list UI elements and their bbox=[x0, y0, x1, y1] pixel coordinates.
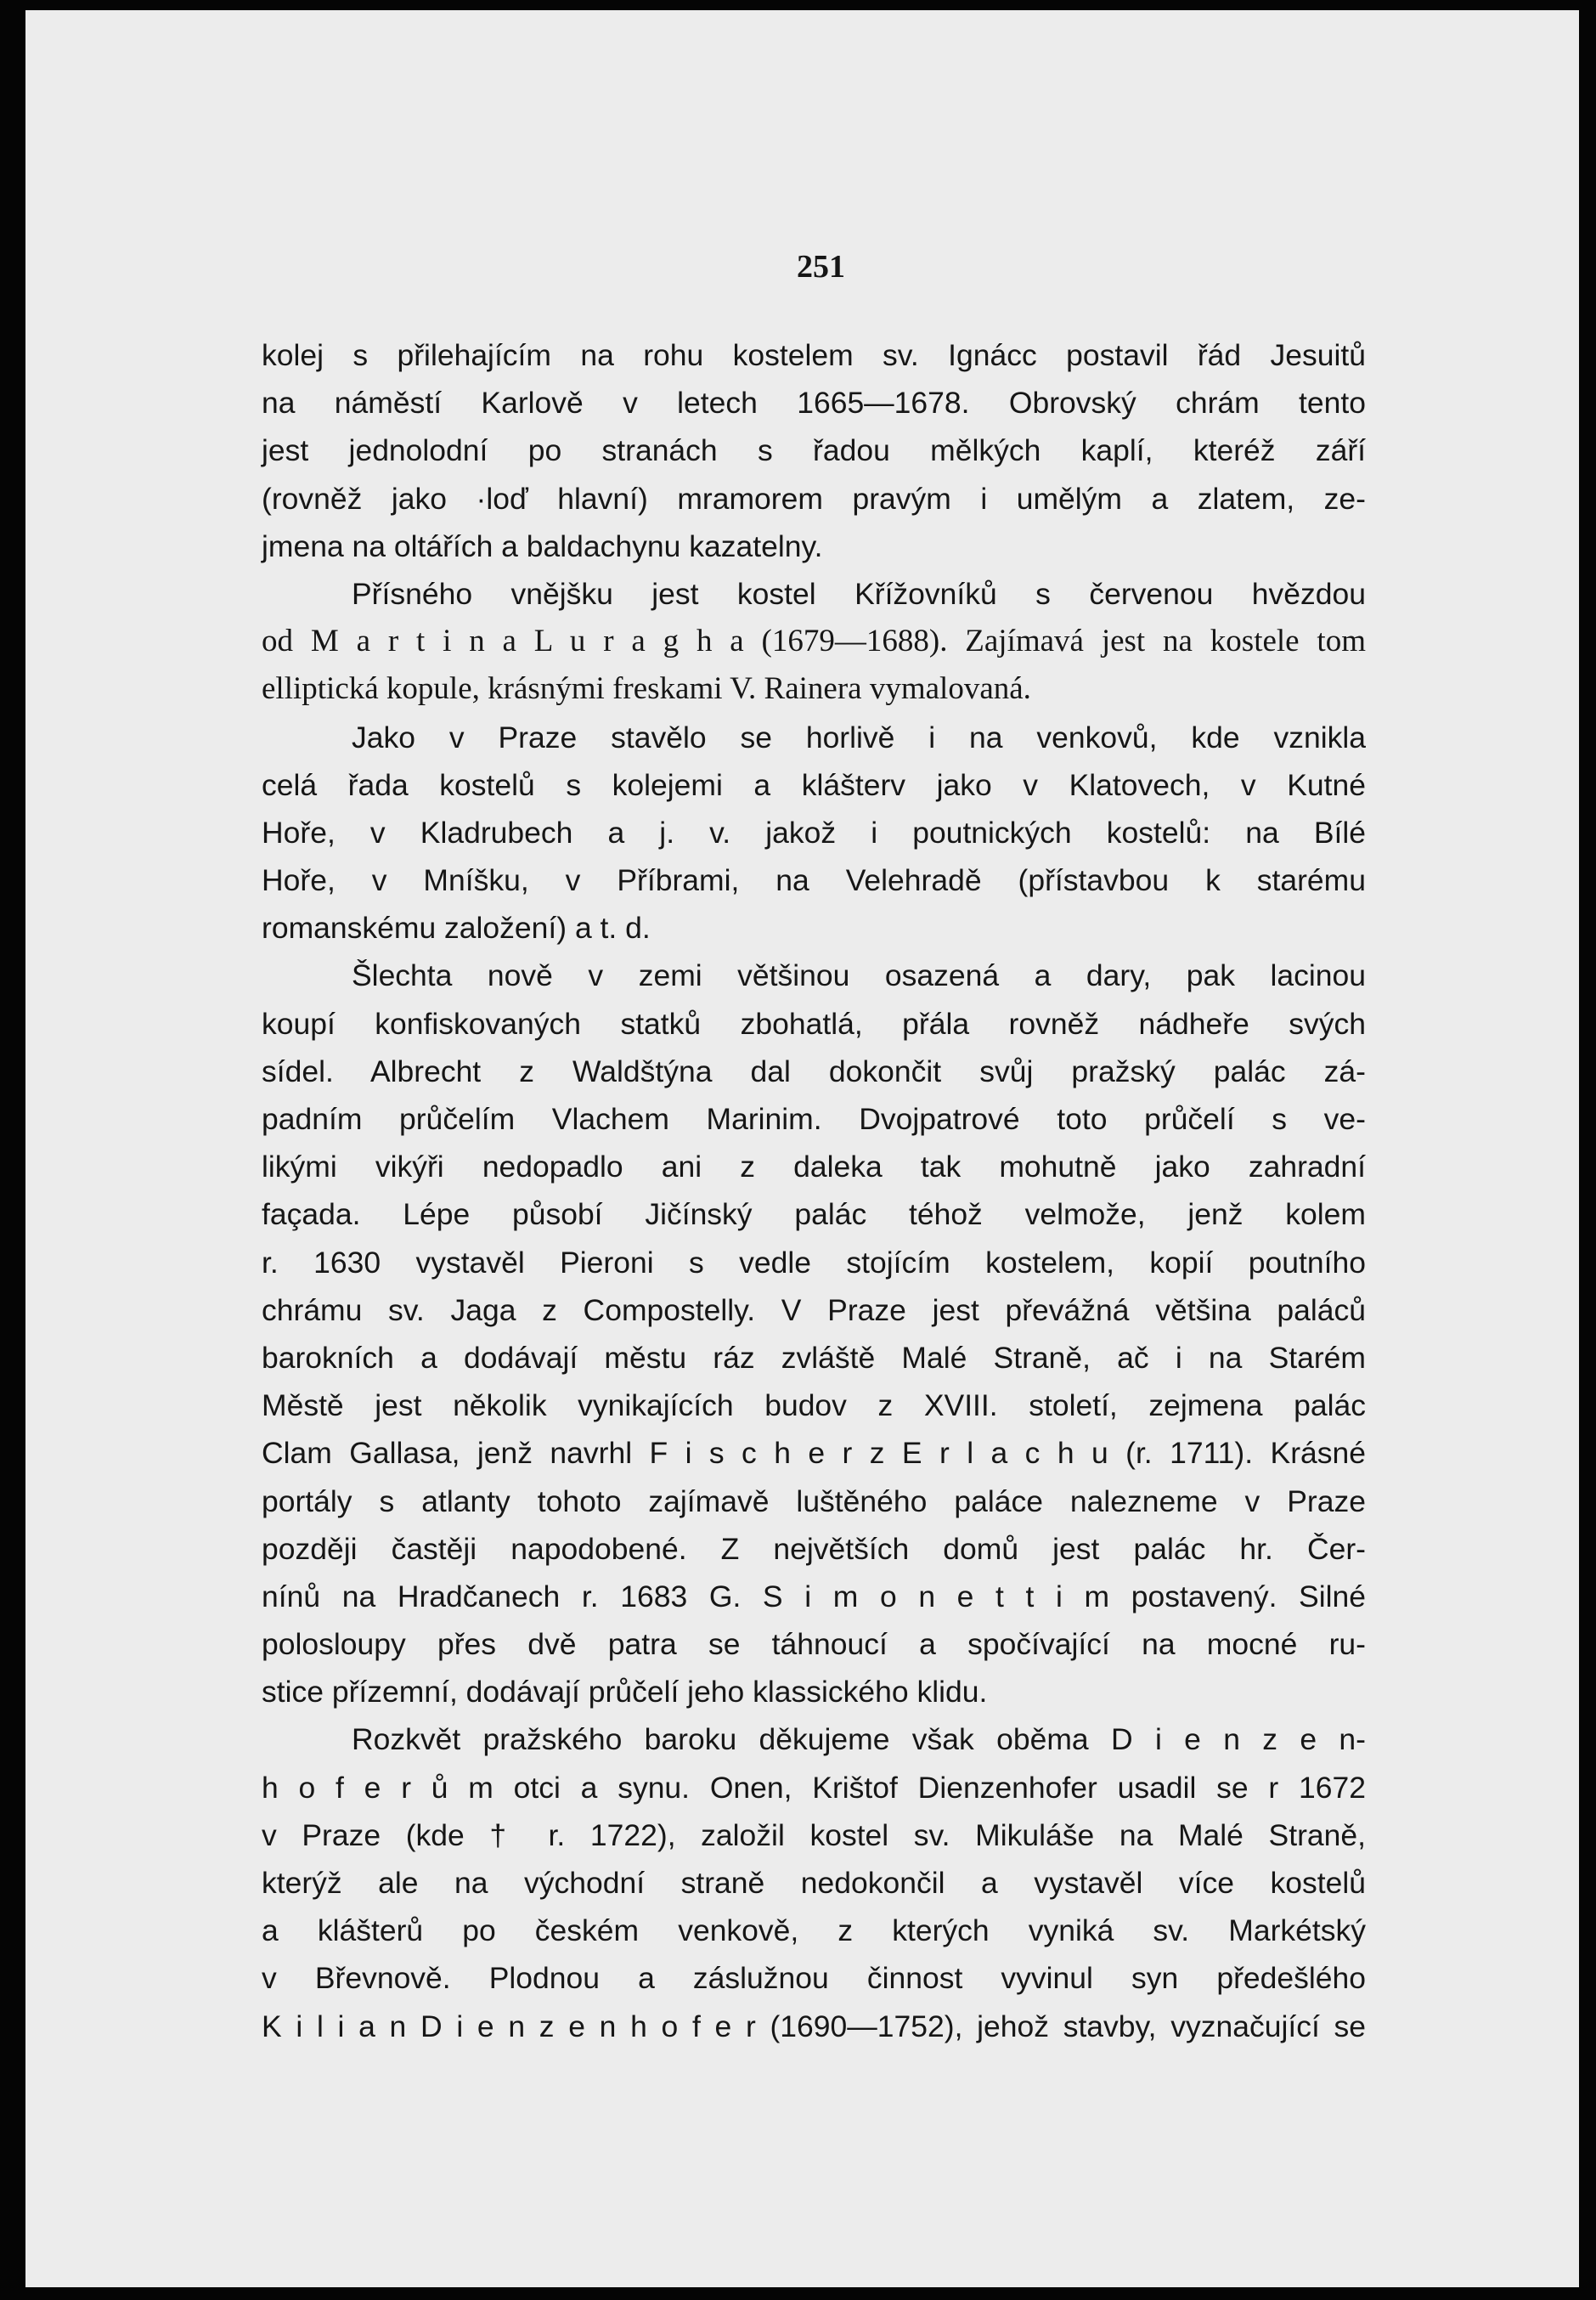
text-line: jest jednolodní po stranách s řadou mělkých kaplí, kteréž září bbox=[262, 433, 1366, 468]
text-line: na náměstí Karlově v letech 1665—1678. Obrovský chrám tento bbox=[262, 386, 1366, 421]
text-line: Hoře, v Kladrubech a j. v. jakož i poutnických kostelů: na Bílé bbox=[262, 815, 1366, 850]
text-line: později častěji napodobené. Z největších domů jest palác hr. Čer- bbox=[262, 1531, 1366, 1566]
text-line: façada. Lépe působí Jičínský palác téhož velmože, jenž kolem bbox=[262, 1197, 1366, 1232]
text-line: chrámu sv. Jaga z Compostelly. V Praze jest převážná většina paláců bbox=[262, 1292, 1366, 1327]
text-line: likými vikýři nedopadlo ani z daleka tak mohutně jako zahradní bbox=[262, 1150, 1366, 1184]
text-line: Šlechta nově v zemi většinou osazená a dary, pak lacinou bbox=[352, 958, 1366, 993]
text-line: Přísného vnějšku jest kostel Křížovníků s červenou hvězdou bbox=[352, 576, 1366, 611]
text-line: elliptická kopule, krásnými freskami V. Rainera vymalovaná. bbox=[262, 671, 1031, 707]
text-line: celá řada kostelů s kolejemi a klášterv jako v Klatovech, v Kutné bbox=[262, 767, 1366, 802]
text-line: koupí konfiskovaných statků zbohatlá, přála rovněž nádheře svých bbox=[262, 1006, 1366, 1041]
text-line: padním průčelím Vlachem Marinim. Dvojpatrové toto průčelí s ve- bbox=[262, 1102, 1366, 1136]
text-line: a klášterů po českém venkově, z kterých vyniká sv. Markétský bbox=[262, 1913, 1366, 1948]
text-line: barokních a dodávají městu ráz zvláště Malé Straně, ač i na Starém bbox=[262, 1340, 1366, 1375]
text-line: jmena na oltářích a baldachynu kazatelny. bbox=[262, 528, 823, 563]
text-line: kterýž ale na východní straně nedokončil a vystavěl více kostelů bbox=[262, 1866, 1366, 1900]
text-line: Jako v Praze stavělo se horlivě i na venkovů, kde vznikla bbox=[352, 720, 1366, 754]
text-line: r. 1630 vystavěl Pieroni s vedle stojícím kostelem, kopií poutního bbox=[262, 1245, 1366, 1280]
text-line: Městě jest několik vynikajících budov z XVIII. století, zejmena palác bbox=[262, 1388, 1366, 1423]
text-line: Hoře, v Mníšku, v Příbrami, na Velehradě (přístavbou k starému bbox=[262, 863, 1366, 898]
text-line: (rovněž jako ·loď hlavní) mramorem pravým i umělým a zlatem, ze- bbox=[262, 481, 1366, 516]
text-line: portály s atlanty tohoto zajímavě luštěného paláce nalezneme v Praze bbox=[262, 1483, 1366, 1518]
text-line: nínů na Hradčanech r. 1683 G. S i m o n e t t i m postavený. Silné bbox=[262, 1579, 1366, 1613]
text-line: Rozkvět pražského baroku děkujeme však oběma D i e n z e n- bbox=[352, 1722, 1366, 1757]
book-page bbox=[25, 10, 1579, 2287]
text-line: h o f e r ů m otci a synu. Onen, Krištof Dienzenhofer usadil se r 1672 bbox=[262, 1770, 1366, 1805]
text-line: Clam Gallasa, jenž navrhl F i s c h e r z E r l a c h u (r. 1711). Krásné bbox=[262, 1436, 1366, 1471]
text-line: polosloupy přes dvě patra se táhnoucí a spočívající na mocné ru- bbox=[262, 1627, 1366, 1662]
body-text bbox=[262, 331, 1366, 2050]
page-number: 251 bbox=[797, 249, 845, 285]
text-line: v Praze (kde † r. 1722), založil kostel sv. Mikuláše na Malé Straně, bbox=[262, 1817, 1366, 1852]
text-line: stice přízemní, dodávají průčelí jeho klassického klidu. bbox=[262, 1675, 988, 1709]
text-line: K i l i a n D i e n z e n h o f e r (1690—1752), jehož stavby, vyznačující se bbox=[262, 2009, 1366, 2043]
text-line: kolej s přilehajícím na rohu kostelem sv. Ignácc postavil řád Jesuitů bbox=[262, 338, 1366, 372]
text-line: od M a r t i n a L u r a g h a (1679—1688). Zajímavá jest na kostele tom bbox=[262, 624, 1366, 659]
text-line: v Břevnově. Plodnou a záslužnou činnost vyvinul syn předešlého bbox=[262, 1961, 1366, 1996]
text-line: sídel. Albrecht z Waldštýna dal dokončit svůj pražský palác zá- bbox=[262, 1054, 1366, 1088]
text-line: romanskému založení) a t. d. bbox=[262, 911, 651, 946]
